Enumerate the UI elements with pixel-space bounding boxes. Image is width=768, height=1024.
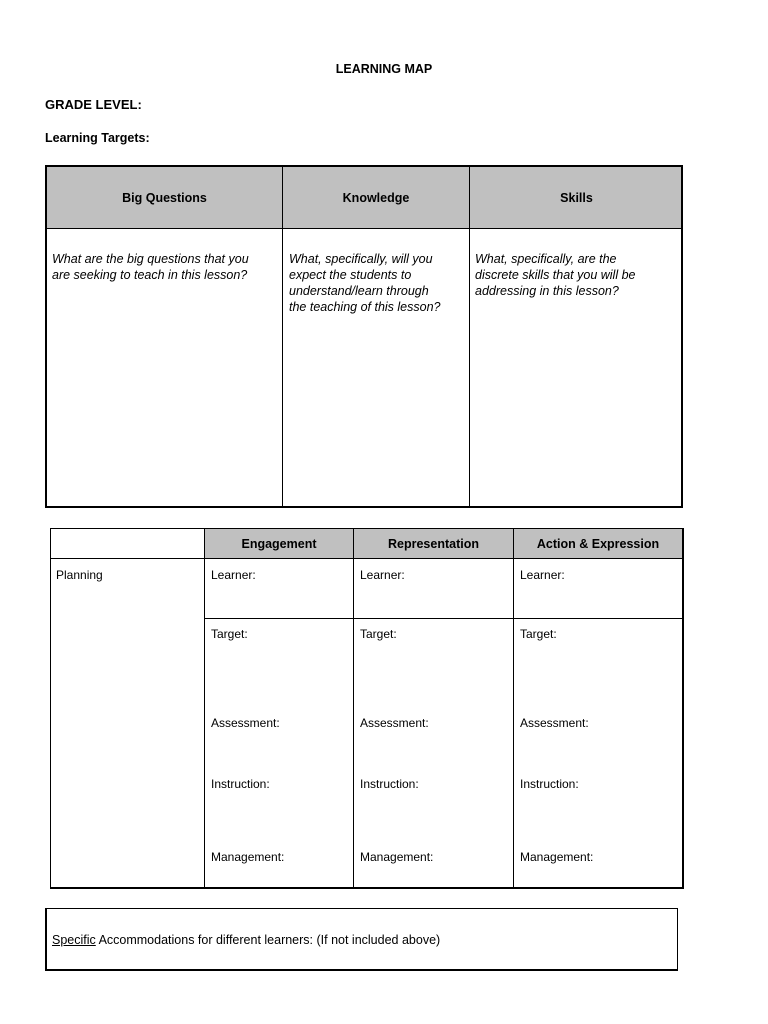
representation-target-field[interactable]: Target: <box>360 627 397 641</box>
prompt-line: expect the students to <box>289 268 412 282</box>
prompt-line: are seeking to teach in this lesson? <box>52 268 248 282</box>
action-learner-field[interactable]: Learner: <box>520 568 565 582</box>
representation-instruction-field[interactable]: Instruction: <box>360 777 419 791</box>
row-divider <box>205 618 682 619</box>
accommodations-underlined-word: Specific <box>52 933 96 947</box>
prompt-line: understand/learn through <box>289 284 429 298</box>
action-management-field[interactable]: Management: <box>520 850 594 864</box>
header-skills: Skills <box>560 190 593 205</box>
column-divider <box>513 529 514 887</box>
accommodations-rest: Accommodations for different learners: (If not included above) <box>95 933 441 947</box>
accommodations-box[interactable] <box>45 908 678 971</box>
page-title: LEARNING MAP <box>335 62 433 76</box>
engagement-assessment-field[interactable]: Assessment: <box>211 716 280 730</box>
header-knowledge: Knowledge <box>342 190 410 205</box>
representation-assessment-field[interactable]: Assessment: <box>360 716 429 730</box>
header-action-expression: Action & Expression <box>536 536 660 551</box>
header-engagement: Engagement <box>241 536 317 551</box>
prompt-line: discrete skills that you will be <box>475 268 636 282</box>
representation-learner-field[interactable]: Learner: <box>360 568 405 582</box>
engagement-management-field[interactable]: Management: <box>211 850 285 864</box>
action-instruction-field[interactable]: Instruction: <box>520 777 579 791</box>
column-divider <box>353 529 354 887</box>
planning-row-label: Planning <box>56 568 103 582</box>
engagement-instruction-field[interactable]: Instruction: <box>211 777 270 791</box>
prompt-line: What, specifically, are the <box>475 252 617 266</box>
grade-level-label: GRADE LEVEL: <box>45 97 142 112</box>
header-representation: Representation <box>388 536 479 551</box>
learning-targets-label: Learning Targets: <box>45 131 150 145</box>
engagement-learner-field[interactable]: Learner: <box>211 568 256 582</box>
accommodations-text <box>52 933 440 947</box>
action-assessment-field[interactable]: Assessment: <box>520 716 589 730</box>
prompt-line: What, specifically, will you <box>289 252 433 266</box>
representation-management-field[interactable]: Management: <box>360 850 434 864</box>
column-divider <box>204 529 205 887</box>
action-target-field[interactable]: Target: <box>520 627 557 641</box>
prompt-line: addressing in this lesson? <box>475 284 619 298</box>
engagement-target-field[interactable]: Target: <box>211 627 248 641</box>
prompt-line: What are the big questions that you <box>52 252 249 266</box>
big-questions-prompt[interactable] <box>52 251 280 283</box>
skills-prompt[interactable] <box>475 251 681 299</box>
prompt-line: the teaching of this lesson? <box>289 300 441 314</box>
planning-table <box>50 528 684 889</box>
header-big-questions: Big Questions <box>122 190 207 205</box>
row-divider <box>51 558 682 559</box>
learning-targets-table <box>45 165 683 508</box>
knowledge-prompt[interactable] <box>289 251 467 315</box>
